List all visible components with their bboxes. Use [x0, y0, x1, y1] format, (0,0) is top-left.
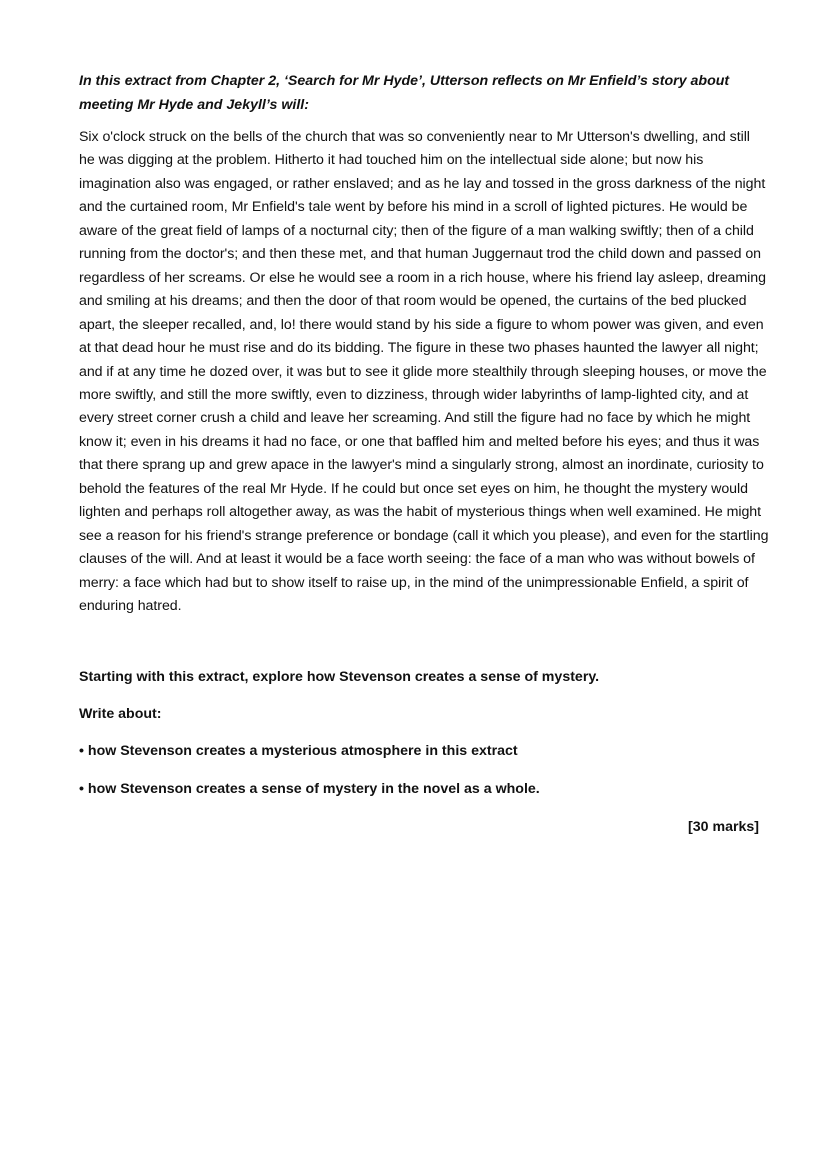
question-bullet-1: • how Stevenson creates a mysterious atmosphere in this extract: [79, 742, 518, 759]
extract-text: Six o'clock struck on the bells of the church that was so conveniently near to Mr Utterson's dwelling, and still he was digging at the problem. Hitherto it had touched him on the intellectual side alone; but now his imagination also was engaged, or rather enslaved; and as he lay and tossed in the gross darkness of the night and the curtained room, Mr Enfield's tale went by before his mind in a scroll of lighted pictures. He would be aware of the great field of lamps of a nocturnal city; then of the figure of a man walking swiftly; then of a child running from the doctor's; and then these met, and that human Juggernaut trod the child down and passed on regardless of her screams. Or else he would see a room in a rich house, where his friend lay asleep, dreaming and smiling at his dreams; and then the door of that room would be opened, the curtains of the bed plucked apart, the sleeper recalled, and, lo! there would stand by his side a figure to whom power was given, and even at that dead hour he must rise and do its bidding. The figure in these two phases haunted the lawyer all night; and if at any time he dozed over, it was but to see it glide more stealthily through sleeping houses, or move the more swiftly, and still the more swiftly, even to dizziness, through wider labyrinths of lamp-lighted city, and at every street corner crush a child and leave her screaming. And still the figure had no face by which he might know it; even in his dreams it had no face, or one that baffled him and melted before his eyes; and thus it was that there sprang up and grew apace in the lawyer's mind a singularly strong, almost an inordinate, curiosity to behold the features of the real Mr Hyde. If he could but once set eyes on him, he thought the mystery would lighten and perhaps roll altogether away, as was the habit of mysterious things when well examined. He might see a reason for his friend's strange preference or bondage (call it which you please), and even for the startling clauses of the will. And at least it would be a face worth seeing: the face of a man who was without bowels of merry: a face which had but to show itself to raise up, in the mind of the unimpressionable Enfield, a spirit of enduring hatred.: [79, 129, 769, 615]
write-about-label: Write about:: [79, 705, 162, 722]
question-title: Starting with this extract, explore how Stevenson creates a sense of mystery.: [79, 668, 600, 685]
extract-introduction: In this extract from Chapter 2, ‘Search for Mr Hyde’, Utterson reflects on Mr Enfield’s story about meeting Mr Hyde and Jekyll’s will:: [79, 73, 730, 113]
question-bullet-2: • how Stevenson creates a sense of mystery in the novel as a whole.: [79, 780, 540, 797]
marks-label: [30 marks]: [688, 818, 759, 835]
exam-page: [79, 70, 769, 837]
